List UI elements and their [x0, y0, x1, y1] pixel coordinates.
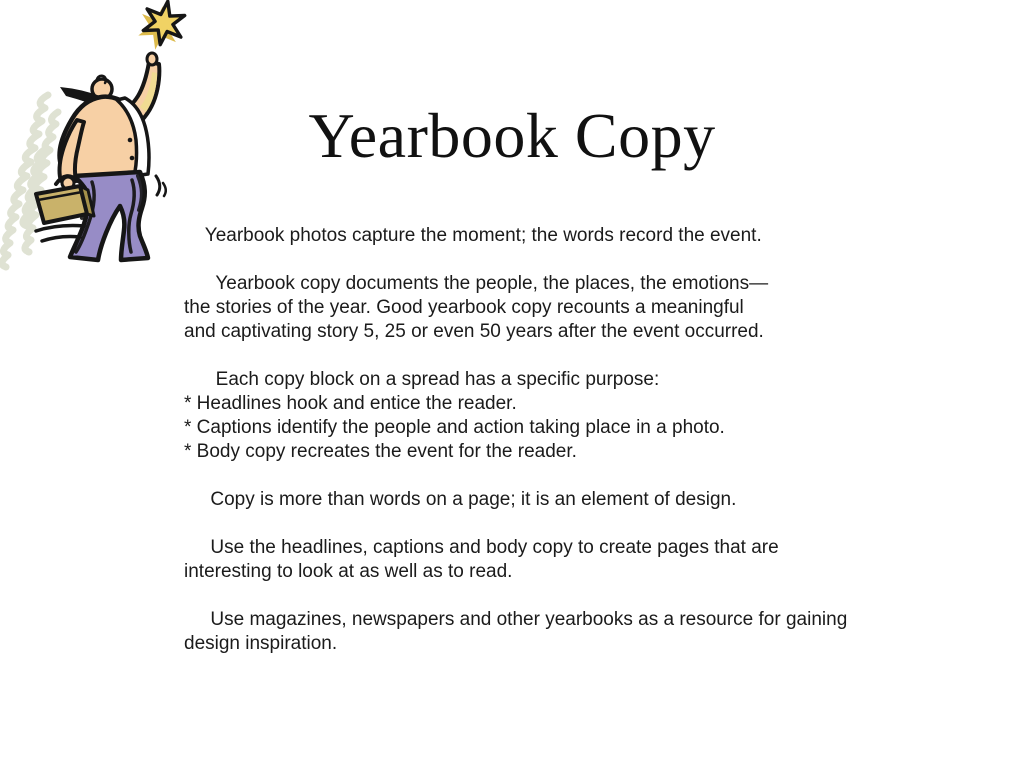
body-line: Use the headlines, captions and body copy to create pages that are — [184, 537, 779, 558]
body-line: Copy is more than words on a page; it is an element of design. — [184, 489, 737, 510]
body-line — [184, 584, 984, 608]
body-line: Use magazines, newspapers and other yearbooks as a resource for gaining — [184, 609, 848, 630]
body-line — [184, 464, 984, 488]
star-icon — [138, 1, 184, 49]
body-line: * Captions identify the people and action taking place in a photo. — [184, 417, 725, 438]
slide-title: Yearbook Copy — [308, 100, 716, 171]
body-line — [184, 512, 984, 536]
body-line: Yearbook copy documents the people, the places, the emotions— — [184, 273, 769, 294]
body-line: Each copy block on a spread has a specific purpose: — [184, 369, 660, 390]
body-line: and captivating story 5, 25 or even 50 years after the event occurred. — [184, 321, 764, 342]
slide-body-text — [184, 224, 984, 656]
body-line — [184, 248, 984, 272]
body-line: * Headlines hook and entice the reader. — [184, 393, 517, 414]
body-line — [184, 344, 984, 368]
body-line: the stories of the year. Good yearbook copy recounts a meaningful — [184, 297, 744, 318]
body-line: * Body copy recreates the event for the reader. — [184, 441, 577, 462]
body-line: Yearbook photos capture the moment; the words record the event. — [184, 225, 762, 246]
body-line: design inspiration. — [184, 633, 338, 654]
body-line: interesting to look at as well as to read. — [184, 561, 513, 582]
